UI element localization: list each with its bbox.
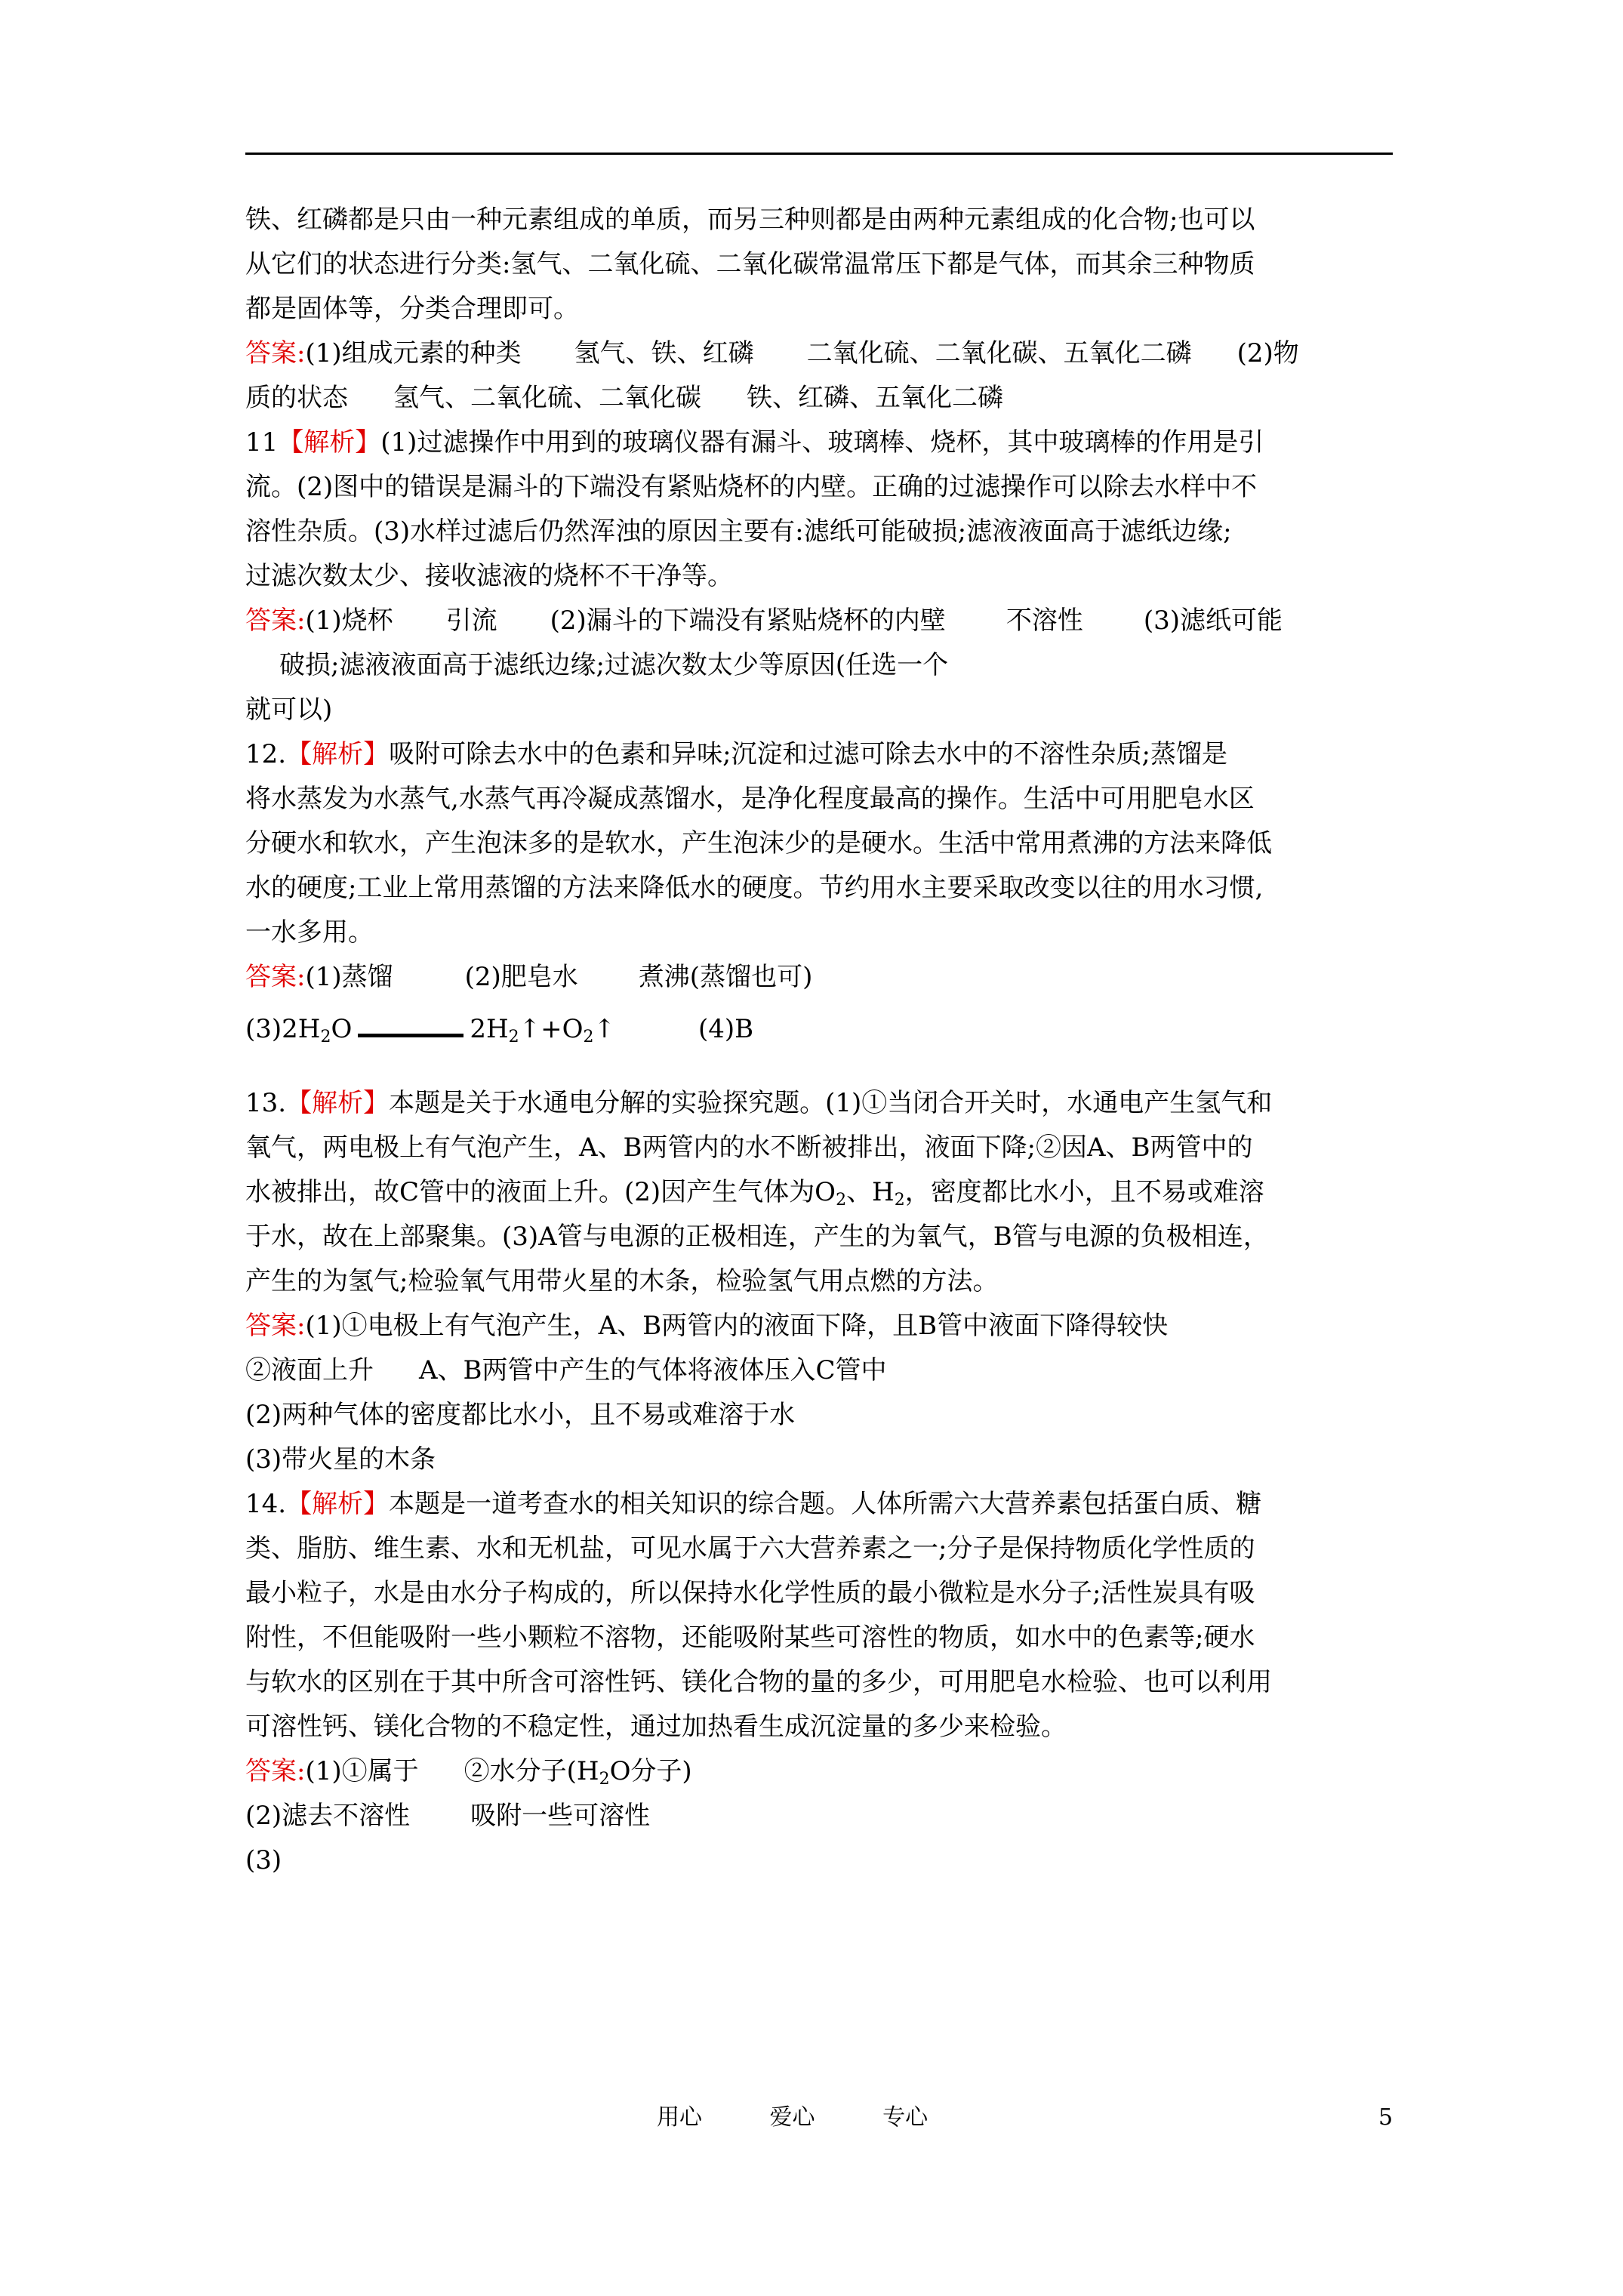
text-segment: 破损;滤液液面高于滤纸边缘;过滤次数太少等原因(任选一个	[279, 650, 949, 680]
text-segment: 不溶性	[1006, 606, 1083, 636]
text-segment: ↑+O	[519, 1014, 584, 1044]
text-segment: (4)B	[698, 1014, 754, 1044]
footer-motto-2: 爱心	[769, 2104, 815, 2131]
answer-label: 答案:	[245, 1311, 306, 1341]
text-segment: 就可以)	[245, 695, 333, 725]
text-line	[245, 554, 1393, 599]
text-segment: (3)带火星的木条	[245, 1444, 436, 1475]
text-line	[245, 911, 1393, 955]
text-segment: 最小粒子，水是由水分子构成的，所以保持水化学性质的最小微粒是水分子;活性炭具有吸	[245, 1578, 1255, 1608]
text-line	[245, 242, 1393, 287]
text-segment: ②水分子(H	[463, 1756, 599, 1786]
text-segment: 11	[245, 427, 279, 458]
text-segment: ，密度都比水小，且不易或难溶	[904, 1177, 1264, 1207]
text-line	[245, 1081, 1393, 1126]
text-segment: 2H	[470, 1014, 509, 1044]
answer-label: 【解析】	[286, 1489, 390, 1519]
answer-label: 答案:	[245, 1756, 306, 1786]
text-segment: 12.	[245, 739, 287, 769]
text-segment: (1)过滤操作中用到的玻璃仪器有漏斗、玻璃棒、烧杯，其中玻璃棒的作用是引	[380, 427, 1264, 458]
text-segment: (1)组成元素的种类	[305, 338, 522, 368]
text-segment: (1)①电极上有气泡产生，A、B两管内的液面下降，且B管中液面下降得较快	[305, 1311, 1169, 1341]
text-line	[245, 1749, 1393, 1794]
text-segment: 水被排出，故C管中的液面上升。(2)因产生气体为O	[245, 1177, 836, 1207]
subscript: 2	[508, 1028, 519, 1046]
header-rule	[245, 153, 1393, 155]
text-segment: O分子)	[609, 1756, 692, 1786]
text-segment: 铁、红磷都是只由一种元素组成的单质，而另三种则都是由两种元素组成的化合物;也可以	[245, 205, 1255, 235]
text-segment: 溶性杂质。(3)水样过滤后仍然浑浊的原因主要有:滤纸可能破损;滤液液面高于滤纸边缘;	[245, 516, 1232, 547]
subscript: 2	[836, 1191, 847, 1210]
text-segment: 产生的为氢气;检验氧气用带火星的木条，检验氢气用点燃的方法。	[245, 1266, 999, 1296]
text-line	[245, 287, 1393, 331]
page-number: 5	[1378, 2104, 1394, 2131]
text-segment: 从它们的状态进行分类:氢气、二氧化硫、二氧化碳常温常压下都是气体，而其余三种物质	[245, 249, 1255, 279]
text-segment: (2)物	[1236, 338, 1299, 368]
text-line	[245, 1259, 1393, 1304]
text-segment: 吸附一些可溶性	[470, 1801, 651, 1831]
text-line	[245, 599, 1393, 643]
answer-label: 【解析】	[286, 1088, 390, 1118]
text-segment: 类、脂肪、维生素、水和无机盐，可见水属于六大营养素之一;分子是保持物质化学性质的	[245, 1533, 1255, 1564]
equation-blank	[358, 1011, 463, 1037]
text-segment: (2)滤去不溶性	[245, 1801, 411, 1831]
text-segment: 可溶性钙、镁化合物的不稳定性，通过加热看生成沉淀量的多少来检验。	[245, 1712, 1067, 1742]
text-segment: 13.	[245, 1088, 287, 1118]
text-segment: 于水，故在上部聚集。(3)A管与电源的正极相连，产生的为氧气，B管与电源的负极相连，	[245, 1222, 1269, 1252]
text-segment: (3)2H	[245, 1014, 321, 1044]
text-line	[245, 331, 1393, 376]
text-segment: 本题是一道考查水的相关知识的综合题。人体所需六大营养素包括蛋白质、糖	[389, 1489, 1262, 1519]
text-line	[245, 1393, 1393, 1438]
text-line	[245, 198, 1393, 242]
text-segment: 与软水的区别在于其中所含可溶性钙、镁化合物的量的多少，可用肥皂水检验、也可以利用	[245, 1667, 1272, 1697]
document-body	[245, 198, 1393, 1883]
answer-label: 答案:	[245, 338, 306, 368]
text-segment: 分硬水和软水，产生泡沫多的是软水，产生泡沫少的是硬水。生活中常用煮沸的方法来降低	[245, 828, 1272, 858]
text-segment: (3)滤纸可能	[1143, 606, 1283, 636]
text-line	[245, 510, 1393, 554]
text-line	[245, 376, 1393, 421]
text-line	[245, 465, 1393, 510]
answer-label: 答案:	[245, 606, 306, 636]
text-segment: (3)	[245, 1845, 282, 1875]
text-line	[245, 1616, 1393, 1660]
text-segment: 都是固体等，分类合理即可。	[245, 294, 579, 324]
text-segment: 过滤次数太少、接收滤液的烧杯不干净等。	[245, 561, 733, 591]
subscript: 2	[894, 1191, 905, 1210]
text-segment: (2)漏斗的下端没有紧贴烧杯的内壁	[550, 606, 946, 636]
subscript: 2	[599, 1770, 610, 1789]
text-line	[245, 1215, 1393, 1259]
text-segment: 附性，不但能吸附一些小颗粒不溶物，还能吸附某些可溶性的物质，如水中的色素等;硬水	[245, 1623, 1255, 1653]
text-segment: 一水多用。	[245, 917, 374, 948]
text-segment: 铁、红磷、五氧化二磷	[747, 383, 1003, 413]
text-line	[245, 1705, 1393, 1749]
text-segment: 质的状态	[245, 383, 348, 413]
text-line	[245, 1660, 1393, 1705]
footer-motto	[657, 2103, 988, 2133]
text-segment: (2)肥皂水	[464, 962, 578, 992]
subscript: 2	[320, 1028, 331, 1046]
text-line	[245, 821, 1393, 866]
text-segment: 吸附可除去水中的色素和异味;沉淀和过滤可除去水中的不溶性杂质;蒸馏是	[389, 739, 1227, 769]
text-line	[245, 643, 1393, 688]
text-segment: 氢气、铁、红磷	[574, 338, 754, 368]
text-segment: 将水蒸发为水蒸气,水蒸气再冷凝成蒸馏水，是净化程度最高的操作。生活中可用肥皂水区	[245, 784, 1255, 814]
text-segment: 水的硬度;工业上常用蒸馏的方法来降低水的硬度。节约用水主要采取改变以往的用水习惯,	[245, 873, 1264, 903]
text-segment: A、B两管中产生的气体将液体压入C管中	[419, 1355, 887, 1385]
text-segment: 本题是关于水通电分解的实验探究题。(1)①当闭合开关时，水通电产生氢气和	[389, 1088, 1273, 1118]
text-segment: (1)蒸馏	[305, 962, 393, 992]
text-line	[245, 1304, 1393, 1348]
text-line	[245, 1527, 1393, 1571]
text-line	[245, 777, 1393, 821]
text-segment: ↑	[593, 1014, 615, 1044]
page-footer	[0, 2103, 1623, 2133]
text-line	[245, 421, 1393, 465]
text-line	[245, 1438, 1393, 1482]
text-segment: (2)两种气体的密度都比水小，且不易或难溶于水	[245, 1400, 796, 1430]
text-segment: 氧气，两电极上有气泡产生，A、B两管内的水不断被排出，液面下降;②因A、B两管中的	[245, 1133, 1253, 1163]
answer-label: 【解析】	[278, 427, 381, 458]
subscript: 2	[583, 1028, 594, 1046]
text-line	[245, 955, 1393, 1000]
text-line	[245, 1126, 1393, 1170]
text-segment: ②液面上升	[245, 1355, 374, 1385]
text-segment: 流。(2)图中的错误是漏斗的下端没有紧贴烧杯的内壁。正确的过滤操作可以除去水样中不	[245, 472, 1258, 502]
text-segment: 引流	[445, 606, 497, 636]
text-segment: O	[331, 1014, 353, 1044]
text-line	[245, 1794, 1393, 1838]
text-line	[245, 1838, 1393, 1883]
answer-label: 【解析】	[286, 739, 390, 769]
text-line	[245, 1482, 1393, 1527]
text-segment: 、H	[846, 1177, 895, 1207]
text-line	[245, 866, 1393, 911]
text-segment: 煮沸(蒸馏也可)	[638, 962, 813, 992]
text-line	[245, 1571, 1393, 1616]
text-segment: (1)烧杯	[305, 606, 393, 636]
text-segment: 14.	[245, 1489, 287, 1519]
text-line	[245, 1348, 1393, 1393]
text-segment: (1)①属于	[305, 1756, 419, 1786]
text-line	[245, 688, 1393, 732]
text-line	[245, 1170, 1393, 1215]
text-segment: 二氧化硫、二氧化碳、五氧化二磷	[806, 338, 1192, 368]
footer-motto-1: 用心	[657, 2104, 702, 2131]
text-line	[245, 732, 1393, 777]
answer-label: 答案:	[245, 962, 306, 992]
footer-motto-3: 专心	[882, 2104, 929, 2131]
text-segment: 氢气、二氧化硫、二氧化碳	[393, 383, 701, 413]
